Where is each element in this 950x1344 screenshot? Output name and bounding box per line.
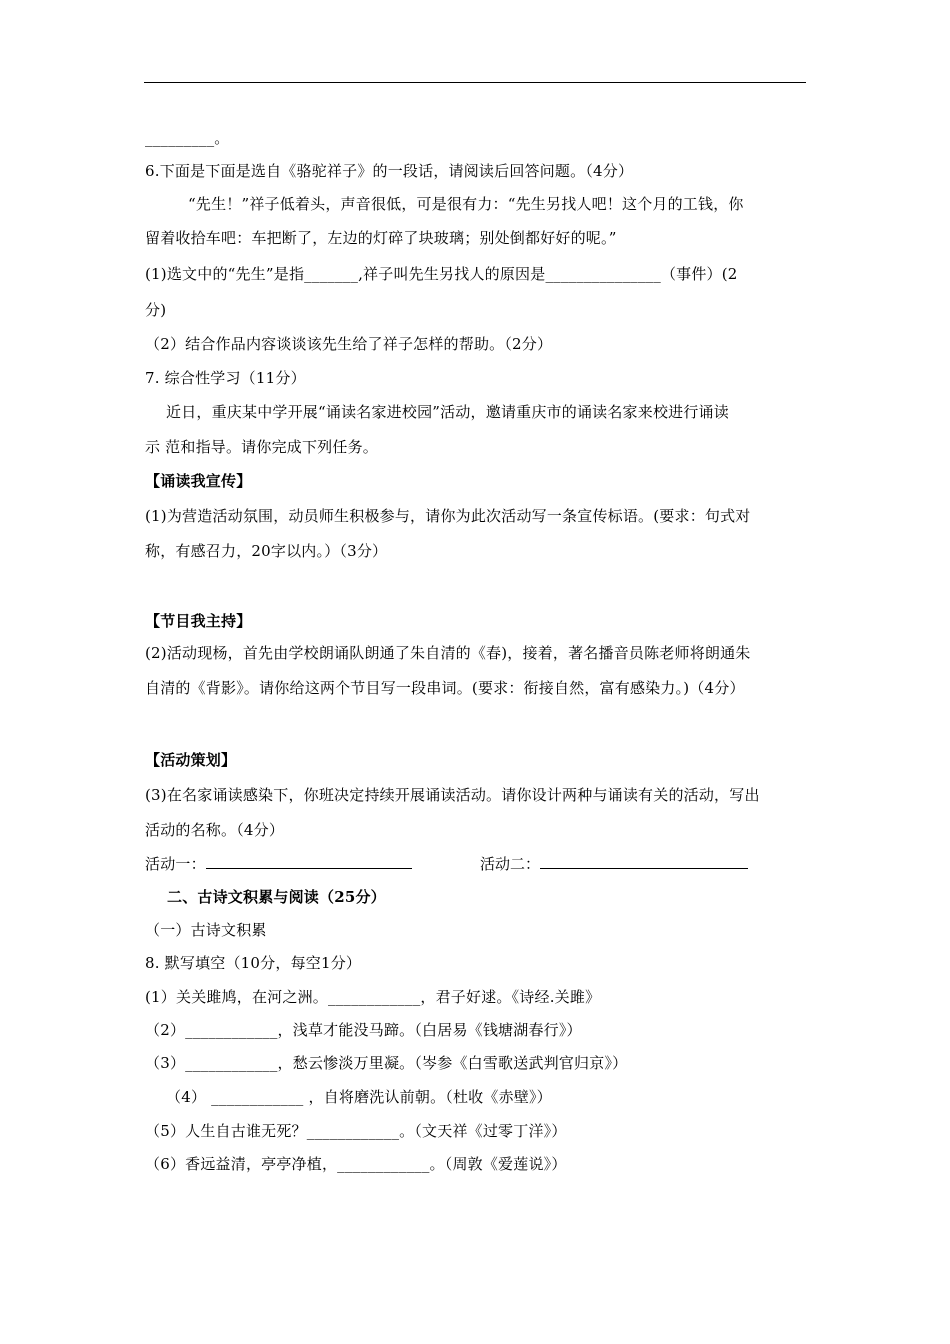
poem-item-5: （5）人生自古谁无死？____________。（文天祥《过零丁洋》） — [145, 1122, 567, 1140]
question-7-intro-line-2: 示 范和指导。请你完成下列任务。 — [145, 438, 378, 456]
question-6-passage-line-1: “先生！”祥子低着头，声音很低，可是很有力：“先生另找人吧！这个月的工钱，你 — [188, 195, 744, 213]
poem-item-6: （6）香远益清，亭亭净植，____________。（周敦《爱莲说》） — [145, 1155, 567, 1173]
question-6-1-line-1: (1)选文中的“先生”是指_______,祥子叫先生另找人的原因是_______________（事件）(2 — [145, 265, 738, 283]
question-7-1-line-1: (1)为营造活动氛围，动员师生积极参与，请你为此次活动写一条宣传标语。(要求：句式对 — [145, 507, 751, 525]
activity-one-label: 活动一： — [145, 855, 206, 873]
question-6-passage-line-2: 留着收拾车吧：车把断了，左边的灯碎了块玻璃；别处倒都好好的呢。” — [145, 229, 617, 247]
question-7-intro-line-1: 近日，重庆某中学开展“诵读名家进校园”活动，邀请重庆市的诵读名家来校进行诵读 — [166, 403, 729, 421]
header-rule — [144, 82, 806, 83]
section-heading-promotion: 【诵读我宣传】 — [145, 472, 252, 490]
activity-two-blank[interactable] — [540, 854, 748, 869]
question-7-title: 7. 综合性学习（11分） — [145, 369, 306, 387]
question-6-1-line-2: 分) — [145, 301, 167, 319]
question-7-2-line-2: 自清的《背影》。请你给这两个节目写一段串词。(要求：衔接自然，富有感染力。)（4分） — [145, 679, 745, 697]
part-two-heading: 二、古诗文积累与阅读（25分） — [167, 888, 386, 906]
section-heading-hosting: 【节目我主持】 — [145, 612, 252, 630]
activity-one-blank[interactable] — [206, 854, 412, 869]
question-6-2: （2）结合作品内容谈谈该先生给了祥子怎样的帮助。（2分） — [145, 335, 553, 353]
question-7-1-line-2: 称，有感召力，20字以内。）（3分） — [145, 542, 388, 560]
poem-item-4: （4） ____________ ，自将磨洗认前朝。（杜收《赤壁》） — [166, 1088, 552, 1106]
poem-item-1: (1）关关雎鸠，在河之洲。____________，君子好逑。《诗经.关雎》 — [145, 988, 601, 1006]
question-7-2-line-1: (2)活动现杨，首先由学校朗诵队朗通了朱自清的《春)，接着，著名播音员陈老师将朗通朱 — [145, 644, 751, 662]
question-7-3-line-1: (3)在名家诵读感染下，你班决定持续开展诵读活动。请你设计两种与诵读有关的活动，写出 — [145, 786, 760, 804]
question-7-3-line-2: 活动的名称。（4分） — [145, 821, 285, 839]
subsection-heading: （一）古诗文积累 — [145, 921, 267, 939]
question-6-title: 6.下面是下面是选自《骆驼祥子》的一段话，请阅读后回答问题。（4分） — [145, 162, 634, 180]
activity-one-row — [145, 854, 412, 874]
activity-two-label: 活动二： — [480, 855, 541, 873]
poem-item-3: （3）____________，愁云惨淡万里凝。（岑参《白雪歌送武判官归京》） — [145, 1054, 628, 1072]
section-heading-planning: 【活动策划】 — [145, 751, 237, 769]
question-8-title: 8. 默写填空（10分，每空1分） — [145, 954, 362, 972]
activity-two-row — [480, 854, 748, 874]
answer-blank-line: _________。 — [145, 129, 230, 147]
poem-item-2: （2）____________，浅草才能没马蹄。（白居易《钱塘湖春行》） — [145, 1021, 582, 1039]
